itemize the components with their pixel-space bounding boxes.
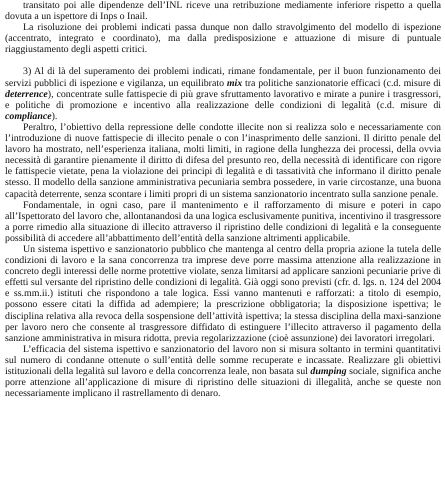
paragraph-p0 [5,0,441,22]
paragraph-text: sociale, significa anche porre attenzione all’applicazione di misure di ripristino delle situazioni di illegalità, anche se queste non necessariamente implicano il rastrellamento di denaro. [5,366,441,400]
paragraph-p5 [5,244,441,344]
paragraph-p1 [5,22,441,55]
emphasized-term: deterrence [5,88,48,100]
paragraph-text: tra politiche sanzionatorie efficaci (c.d. misure di [242,77,441,89]
paragraph-text: Un sistema ispettivo e sanzionatorio pubblico che mantenga al centro della propria azione la tutela delle condizioni di lavoro e la sana concorrenza tra imprese deve porre massima attenzione alla realizzazione in concreto degli interessi delle norme protettive violate, senza limitarsi ad applicare sanzioni pecuniarie prive di effetti sul versante del ripristino delle condizioni di legalità. Già oggi sono previsti (cfr. d. lgs. n. 124 del 2004 e ss.mm.ii.) istituti che rispondono a tale logica. Essi vanno mantenuti e rafforzati: a titolo di esempio, possono essere citati la diffida ad adempiere; la prescrizione obbligatoria; la disposizione ispettiva; le disciplina relativa alla revoca della sospensione dell’attività ispettiva; la stessa disciplina della maxi-sanzione per lavoro nero che consente al trasgressore diffidato di estinguere l’illecito attraverso il pagamento della sanzione amministrativa in misura ridotta, previa regolarizzazione (cioè assunzione) dei lavoratori irregolari. [5,243,441,344]
paragraph-p6 [5,344,441,399]
paragraph-p3 [5,122,441,200]
paragraph-text: Fondamentale, in ogni caso, pare il mantenimento e il rafforzamento di misure e poteri in capo all’Ispettorato del lavoro che, allontanandosi da una logica esclusivamente punitiva, incentivino il trasgressore a porre rimedio alla situazione di illecito attraverso il ripristino delle condizioni di legalità e la conseguente possibilità di accedere all’abbattimento dell’entità della sanzione altrimenti applicabile. [5,199,442,244]
paragraph-text: L’efficacia del sistema ispettivo e sanzionatorio del lavoro non si misura soltanto in termini quantitativi sul numero di condanne ottenute o sull’entità delle somme recuperate e incassate. Realizzare gli obiettivi istituzionali della legalità sul lavoro e della concorrenza leale, non basata sul [5,343,441,377]
paragraph-text: ). [51,110,58,122]
paragraph-text: transitato poi alle dipendenze dell’INL riceve una retribuzione mediamente inferiore rispetto a quella dovuta a un ispettore di Inps o Inail. [5,0,441,23]
emphasized-term: compliance [5,110,52,122]
paragraph-text: Peraltro, l’obiettivo della repressione delle condotte illecite non si realizza solo e necessariamente con l’introduzione di nuove fattispecie di illecito penale o con l’inasprimento delle sanzioni. Il diritto penale del lavoro ha mostrato, nell’esperienza italiana, molti limiti, in ragione della lunghezza dei processi, della ovvia necessità di garantire pienamente il diritto di difesa del presunto reo, della necessità di identificare con rigore le fattispecie vietate, pena la violazione dei principi di legalità e di tassatività che informano il diritto penale stesso. Il modello della sanzione amministrativa pecuniaria sembra possedere, in varie circostanze, una buona capacità deterrente, senza scontare i limiti propri di un sistema sanzionatorio incentrato sulla sanzione penale. [5,121,441,200]
paragraph-text: ), concentrate sulle fattispecie di più grave sfruttamento lavorativo e mirate a punire i trasgressori, e politiche di promozione e incentivo alla realizzazione delle condizioni di legalità (c.d. misure di [5,88,441,111]
paragraph-p4 [5,200,441,244]
paragraph-p2 [5,66,441,121]
emphasized-term: dumping [310,366,347,377]
emphasized-term: mix [226,77,243,89]
paragraph-text: 3) Al di là del superamento dei problemi indicati, rimane fondamentale, per il buon funzionamento dei servizi pubblici di ispezione e vigilanza, un equilibrato [5,66,441,89]
paragraph-text: La risoluzione dei problemi indicati passa dunque non dallo stravolgimento del modello di ispezione (accentrato, integrato e coordinato), ma dalla predisposizione e attuazione di misure di puntuale riaggiustamento degli aspetti critici. [5,22,441,56]
